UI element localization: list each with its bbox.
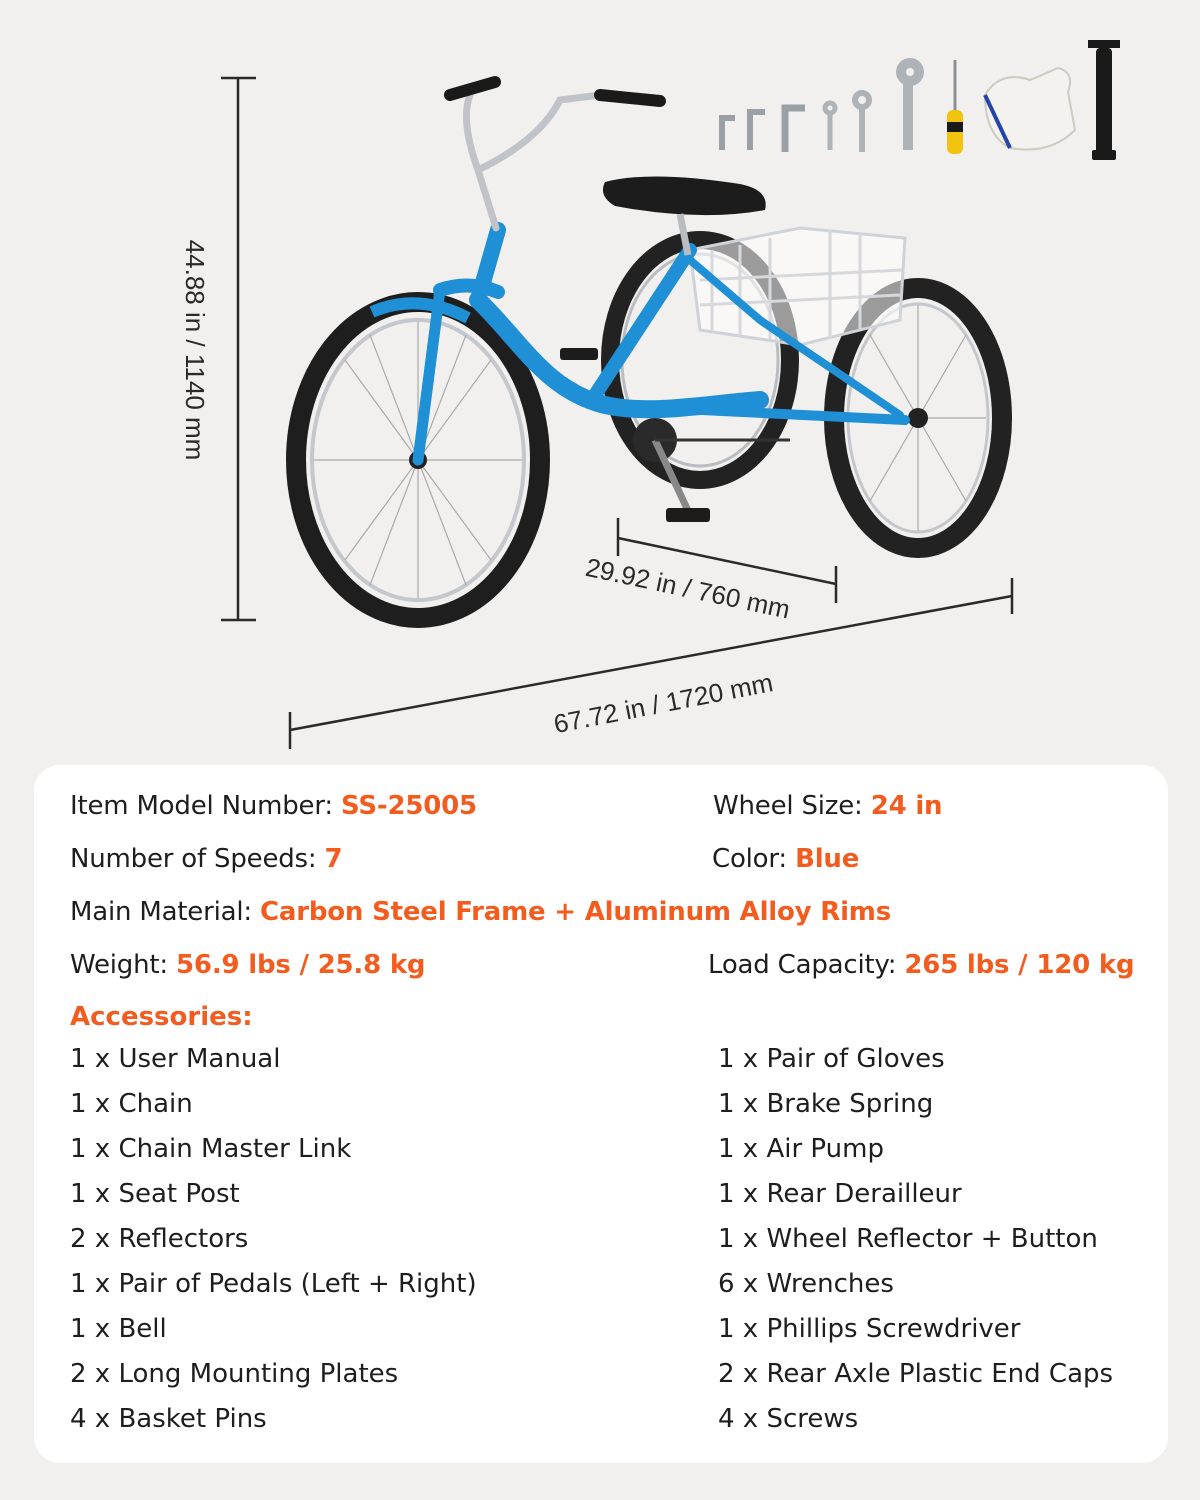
spec-color-label: Color: xyxy=(712,844,787,874)
accessory-item: 6 x Wrenches xyxy=(718,1269,894,1299)
tricycle-image xyxy=(296,82,1002,618)
spec-color-value: Blue xyxy=(795,844,860,874)
spec-speeds-label: Number of Speeds: xyxy=(70,844,317,874)
accessory-item: 2 x Rear Axle Plastic End Caps xyxy=(718,1359,1114,1389)
accessory-item: 1 x Pair of Pedals (Left + Right) xyxy=(70,1269,477,1299)
spec-load-capacity xyxy=(708,950,1134,980)
spec-weight-value: 56.9 lbs / 25.8 kg xyxy=(176,950,426,980)
accessory-item: 1 x Rear Derailleur xyxy=(718,1179,962,1209)
spec-speeds xyxy=(70,844,342,874)
length-dimension-label: 67.72 in / 1720 mm xyxy=(551,667,776,740)
spec-wheel-size-label: Wheel Size: xyxy=(713,791,863,821)
spec-material-label: Main Material: xyxy=(70,897,252,927)
length-dimension-line xyxy=(290,578,1012,749)
accessory-item: 1 x Pair of Gloves xyxy=(718,1044,945,1074)
accessory-item: 1 x Bell xyxy=(70,1314,167,1344)
accessory-item: 1 x Wheel Reflector + Button xyxy=(718,1224,1098,1254)
spec-wheel-size-value: 24 in xyxy=(870,791,943,821)
spec-material-value: Carbon Steel Frame + Aluminum Alloy Rims xyxy=(260,897,891,927)
spec-weight xyxy=(70,950,425,980)
accessories-title: Accessories: xyxy=(70,1002,253,1032)
width-dimension-label: 29.92 in / 760 mm xyxy=(582,551,793,625)
adjustable-wrench-icon xyxy=(901,63,919,150)
height-dimension-label: 44.88 in / 1140 mm xyxy=(180,239,210,461)
accessory-item: 1 x User Manual xyxy=(70,1044,281,1074)
spec-model-value: SS-25005 xyxy=(341,791,477,821)
accessory-item: 4 x Screws xyxy=(718,1404,859,1434)
specs-card xyxy=(34,765,1168,1463)
accessory-item: 4 x Basket Pins xyxy=(70,1404,267,1434)
allen-key-icon xyxy=(750,112,765,150)
accessory-item: 1 x Brake Spring xyxy=(718,1089,934,1119)
spec-wheel-size xyxy=(713,791,942,821)
gloves-icon xyxy=(985,68,1075,150)
spec-model-label: Item Model Number: xyxy=(70,791,333,821)
wrench-icon xyxy=(825,103,835,150)
accessory-item: 1 x Air Pump xyxy=(718,1134,884,1164)
spec-load-capacity-value: 265 lbs / 120 kg xyxy=(904,950,1135,980)
spec-speeds-value: 7 xyxy=(324,844,343,874)
height-dimension-line xyxy=(221,78,256,620)
accessory-item: 1 x Seat Post xyxy=(70,1179,240,1209)
spec-model xyxy=(70,791,477,821)
accessory-item: 2 x Reflectors xyxy=(70,1224,249,1254)
spec-load-capacity-label: Load Capacity: xyxy=(708,950,897,980)
accessory-item: 1 x Phillips Screwdriver xyxy=(718,1314,1021,1344)
tools-image xyxy=(722,40,1120,160)
allen-key-icon xyxy=(722,118,735,150)
spec-color xyxy=(712,844,859,874)
screwdriver-icon xyxy=(947,60,963,154)
allen-key-icon xyxy=(785,108,805,152)
spec-material xyxy=(70,897,891,927)
spec-weight-label: Weight: xyxy=(70,950,168,980)
accessory-item: 1 x Chain xyxy=(70,1089,193,1119)
air-pump-icon xyxy=(1088,40,1120,160)
accessory-item: 2 x Long Mounting Plates xyxy=(70,1359,399,1389)
accessory-item: 1 x Chain Master Link xyxy=(70,1134,352,1164)
wrench-icon xyxy=(855,93,869,152)
